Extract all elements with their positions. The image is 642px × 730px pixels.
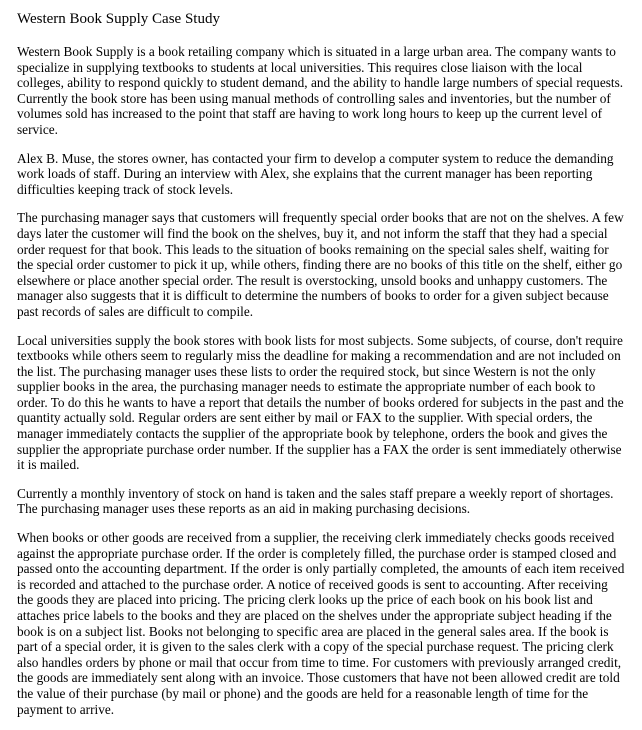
paragraph-special-orders: The purchasing manager says that customers will frequently special order books that are not on the shelves. A few days later the customer will find the book on the shelves, buy it, and not inform the staff that they had a special order request for that book. This leads to the situation of books remaining on the special sales shelf, waiting for the special order customer to pick it up, while others, finding there are no books of this title on the shelf, either go elsewhere or place another special order. The result is overstocking, unsold books and unhappy customers. The manager also suggests that it is difficult to determine the numbers of books to order for a given subject because past records of sales are difficult to compile. (17, 210, 624, 319)
paragraph-book-lists: Local universities supply the book stores with book lists for most subjects. Some subjects, of course, don't require textbooks while others seem to regularly miss the deadline for making a recommendation and are not included on the list. The purchasing manager uses these lists to order the required stock, but since Western is not the only supplier books in the area, the purchasing manager needs to estimate the appropriate number of each book to order. To do this he wants to have a report that details the number of books ordered for subjects in the past and the quantity actually sold. Regular orders are sent either by mail or FAX to the supplier. With special orders, the manager immediately contacts the supplier of the appropriate book by telephone, orders the book and gives the supplier the appropriate purchase order number. If the supplier has a FAX the order is sent immediately otherwise it is mailed. (17, 332, 624, 473)
document-title: Western Book Supply Case Study (17, 11, 220, 27)
document-page (17, 9, 627, 730)
paragraph-intro: Western Book Supply is a book retailing company which is situated in a large urban area. The company wants to specialize in supplying textbooks to students at local universities. This requires close liaison with the local colleges, ability to respond quickly to student demand, and the ability to handle large numbers of special requests. Currently the book store has been using manual methods of controlling sales and inventories, but the number of volumes sold has increased to the point that staff are having to work long hours to keep up the current level of service. (17, 44, 624, 137)
paragraph-inventory: Currently a monthly inventory of stock on hand is taken and the sales staff prepare a weekly report of shortages. The purchasing manager uses these reports as an aid in making purchasing decisions. (17, 485, 614, 517)
paragraph-owner: Alex B. Muse, the stores owner, has contacted your firm to develop a computer system to reduce the demanding work loads of staff. During an interview with Alex, she explains that the current manager has been reporting difficulties keeping track of stock levels. (17, 150, 614, 197)
paragraph-receiving: When books or other goods are received from a supplier, the receiving clerk immediately checks goods received against the appropriate purchase order. If the order is completely filled, the purchase order is stamped closed and passed onto the accounting department. If the order is only partially completed, the amounts of each item received is recorded and attached to the purchase order. A notice of received goods is sent to accounting. After receiving the goods they are placed into pricing. The pricing clerk looks up the price of each book on his book list and attaches price labels to the books and they are placed on the shelves under the appropriate subject heading if the book is on a subject list. Books not belonging to specific area are placed in the general sales area. If the book is part of a special order, it is given to the sales clerk with a copy of the special purchase request. The pricing clerk also handles orders by phone or mail that occur from time to time. For customers with previously arranged credit, the goods are immediately sent along with an invoice. Those customers that have not been allowed credit are told the value of their purchase (by mail or phone) and the goods are held for a reasonable length of time for the payment to arrive. (17, 530, 625, 717)
